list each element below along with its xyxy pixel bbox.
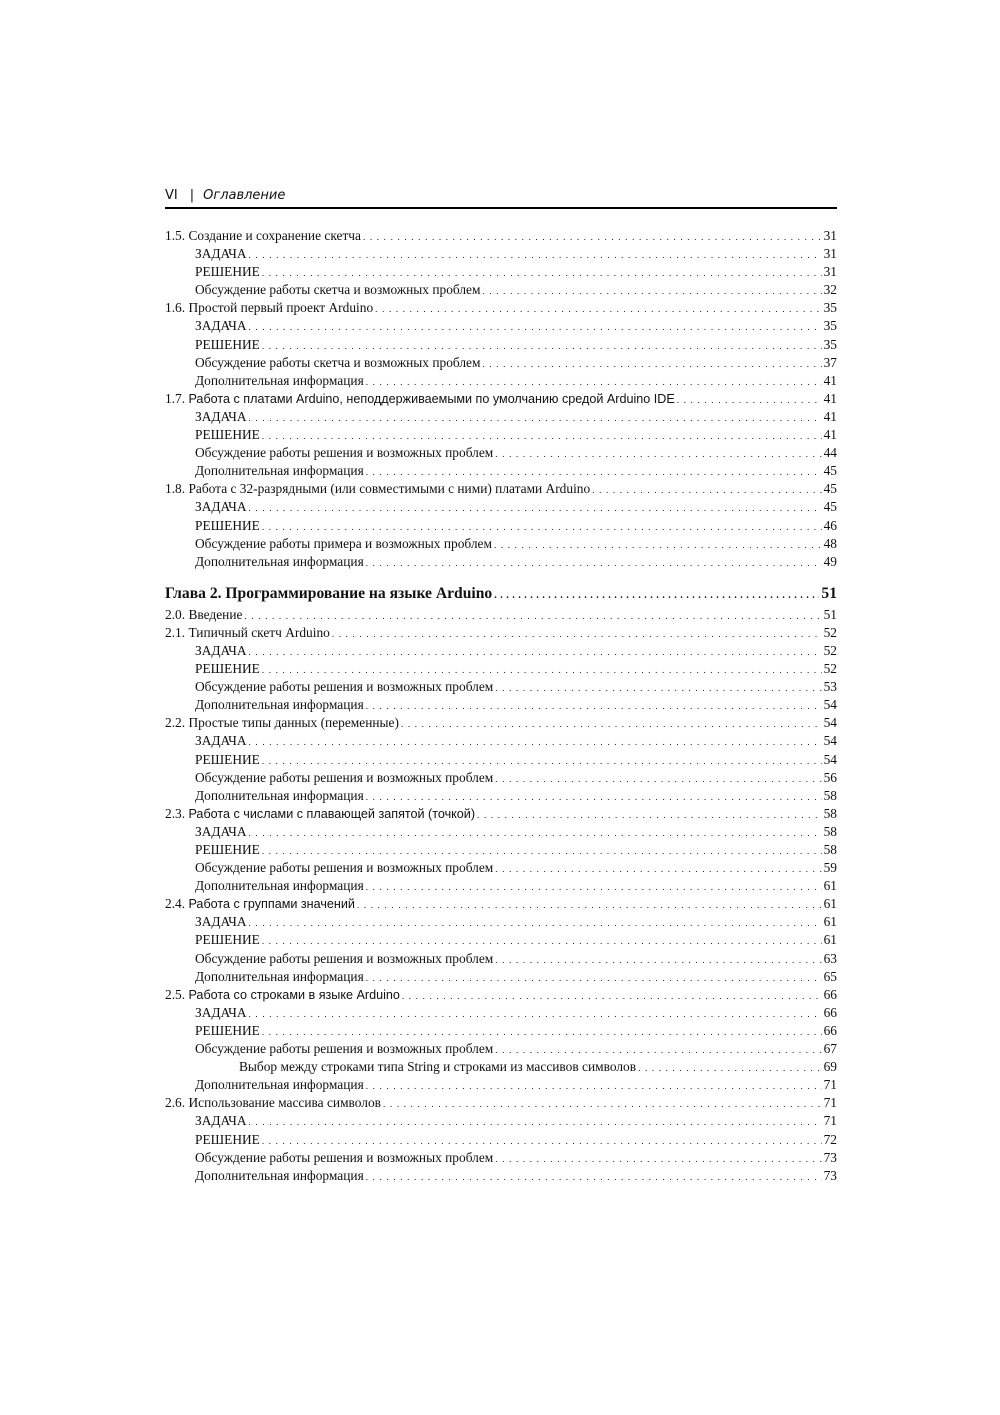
dot-leader <box>262 661 822 679</box>
toc-entry-page: 58 <box>823 787 837 803</box>
toc-subentry[interactable] <box>165 336 837 354</box>
dot-leader <box>495 1150 821 1168</box>
toc-section-1-8[interactable] <box>165 480 837 498</box>
toc-subentry[interactable] <box>165 517 837 535</box>
toc-entry-page: 63 <box>823 950 837 966</box>
toc-entry-title: ЗАДАЧА <box>195 318 247 334</box>
toc-entry-title: Работа со строками в языке Arduino <box>188 987 400 1002</box>
toc-entry-title: РЕШЕНИЕ <box>195 336 260 352</box>
toc-subentry[interactable] <box>165 263 837 281</box>
toc-section-1-5[interactable] <box>165 227 837 245</box>
toc-entry-page: 52 <box>823 661 837 677</box>
toc-entry-page: 45 <box>823 481 837 497</box>
dot-leader <box>262 752 822 770</box>
dot-leader <box>402 987 822 1005</box>
dot-leader <box>495 679 821 697</box>
toc-entry-title: Обсуждение работы решения и возможных проблем <box>195 679 494 695</box>
dot-leader <box>366 878 822 896</box>
dot-leader <box>262 932 822 950</box>
toc-subentry[interactable] <box>165 535 837 553</box>
toc-entry-title: Работа с платами Arduino, неподдерживаемыми по умолчанию средой Arduino IDE <box>188 391 675 406</box>
toc-entry-title: Дополнительная информация <box>195 1167 364 1183</box>
toc-entry-page: 46 <box>823 517 837 533</box>
dot-leader <box>249 824 822 842</box>
toc-entry-title: Простой первый проект Arduino <box>188 300 374 316</box>
toc-entry-title: РЕШЕНИЕ <box>195 751 260 767</box>
toc-entry-page: 31 <box>823 228 837 243</box>
dot-leader <box>366 373 822 391</box>
toc-entry-title: ЗАДАЧА <box>195 408 247 424</box>
toc-section-2-0[interactable] <box>165 606 837 624</box>
toc-entry-page: 61 <box>823 896 837 912</box>
toc-subentry[interactable] <box>165 354 837 372</box>
toc-subentry[interactable] <box>165 877 837 895</box>
toc-entry-title: Обсуждение работы решения и возможных проблем <box>195 1041 494 1057</box>
toc-subentry[interactable] <box>165 408 837 426</box>
toc-subentry[interactable] <box>165 245 837 263</box>
dot-leader <box>262 842 822 860</box>
toc-section-2-4[interactable] <box>165 895 837 913</box>
dot-leader <box>366 1168 822 1186</box>
toc-subentry[interactable] <box>165 498 837 516</box>
toc-section-2-1[interactable] <box>165 624 837 642</box>
dot-leader <box>244 607 821 625</box>
dot-leader <box>477 806 822 824</box>
toc-entry-title: Обсуждение работы скетча и возможных проблем <box>195 354 481 370</box>
toc-entry-page: 44 <box>823 445 837 461</box>
toc-chapter-title: Глава 2. Программирование на языке Arduino <box>165 584 493 602</box>
toc-section-2-6[interactable] <box>165 1094 837 1112</box>
dot-leader <box>249 1113 822 1131</box>
toc-entry-page: 71 <box>823 1077 837 1093</box>
toc-entry-page: 51 <box>823 606 837 622</box>
dot-leader <box>494 536 822 554</box>
toc-subentry[interactable] <box>165 1167 837 1185</box>
toc-entry-number: 2.1. <box>165 624 186 640</box>
toc-subentry[interactable] <box>165 913 837 931</box>
toc-entry-title: ЗАДАЧА <box>195 823 247 839</box>
toc-entry-title: РЕШЕНИЕ <box>195 1131 260 1147</box>
toc-subentry[interactable] <box>165 426 837 444</box>
dot-leader <box>332 625 822 643</box>
toc-subentry[interactable] <box>165 859 837 877</box>
toc-subentry[interactable] <box>165 841 837 859</box>
toc-entry-page: 52 <box>823 624 837 640</box>
toc-entry-title: Дополнительная информация <box>195 968 364 984</box>
dot-leader <box>366 554 822 572</box>
dot-leader <box>495 445 821 463</box>
toc-entry-page: 58 <box>823 823 837 839</box>
toc-subentry[interactable] <box>165 553 837 571</box>
dot-leader <box>262 1132 822 1150</box>
toc-entry-number: 2.0. <box>165 606 186 622</box>
toc-entry-page: 61 <box>823 932 837 948</box>
header-title: Оглавление <box>203 188 286 203</box>
dot-leader <box>366 969 822 987</box>
toc-entry-page: 45 <box>823 499 837 515</box>
toc-entry-page: 37 <box>823 354 837 370</box>
toc-entry-page: 52 <box>823 642 837 658</box>
toc-entry-title: Работа с числами с плавающей запятой (точкой) <box>188 806 476 821</box>
toc-entry-page: 67 <box>823 1041 837 1057</box>
dot-leader <box>495 860 821 878</box>
toc-entry-title: ЗАДАЧА <box>195 914 247 930</box>
dot-leader <box>357 896 822 914</box>
toc-entry-title: Работа с группами значений <box>188 897 355 912</box>
toc-subentry[interactable] <box>165 281 837 299</box>
toc-entry-page: 35 <box>823 336 837 352</box>
toc-entry-page: 66 <box>823 1004 837 1020</box>
toc-subentry[interactable] <box>165 462 837 480</box>
dot-leader <box>262 264 822 282</box>
toc-entry-page: 71 <box>823 1095 837 1111</box>
toc-subentry[interactable] <box>165 1112 837 1130</box>
toc-entry-page: 53 <box>823 679 837 695</box>
toc-entry-number: 2.2. <box>165 715 186 731</box>
toc-subentry[interactable] <box>165 1131 837 1149</box>
toc-entry-title: РЕШЕНИЕ <box>195 932 260 948</box>
toc-entry-title: Обсуждение работы решения и возможных проблем <box>195 769 494 785</box>
toc-subentry[interactable] <box>165 751 837 769</box>
dot-leader <box>482 282 821 300</box>
toc-subentry[interactable] <box>165 732 837 750</box>
toc-entry-title: Использование массива символов <box>188 1095 382 1111</box>
toc-section-2-2[interactable] <box>165 714 837 732</box>
toc-entry-page: 41 <box>823 372 837 388</box>
toc-entry-title: РЕШЕНИЕ <box>195 842 260 857</box>
header-separator: | <box>189 188 195 203</box>
toc-subentry[interactable] <box>165 317 837 335</box>
toc-entry-title: ЗАДАЧА <box>195 499 247 515</box>
toc-entry-title: Простые типы данных (переменные) <box>188 715 399 731</box>
toc-entry-page: 31 <box>823 264 837 280</box>
toc-entry-page: 54 <box>823 697 837 713</box>
toc-entry-title: РЕШЕНИЕ <box>195 517 260 533</box>
toc-entry-number: 1.7. <box>165 390 186 406</box>
dot-leader <box>249 914 822 932</box>
toc-entry-page: 66 <box>823 1022 837 1038</box>
toc-entry-title: Дополнительная информация <box>195 787 364 803</box>
dot-leader <box>592 481 821 499</box>
dot-leader <box>677 391 822 409</box>
toc-entry-page: 54 <box>823 733 837 749</box>
toc-entry-title: Дополнительная информация <box>195 372 364 388</box>
toc-entry-page: 48 <box>823 535 837 551</box>
toc-entry-title: РЕШЕНИЕ <box>195 264 260 280</box>
dot-leader <box>366 463 822 481</box>
dot-leader <box>262 518 822 536</box>
toc-entry-page: 32 <box>823 282 837 298</box>
toc-entry-page: 45 <box>823 463 837 479</box>
toc-entry-page: 61 <box>823 878 837 894</box>
toc-entry-number: 1.8. <box>165 481 186 497</box>
toc-entry-title: Обсуждение работы решения и возможных проблем <box>195 860 494 876</box>
toc-subentry[interactable] <box>165 769 837 787</box>
toc-entry-page: 59 <box>823 860 837 876</box>
toc-entry-page: 73 <box>823 1149 837 1165</box>
dot-leader <box>249 499 822 517</box>
toc-entry-page: 54 <box>823 751 837 767</box>
dot-leader <box>383 1095 822 1113</box>
toc-subentry[interactable] <box>165 787 837 805</box>
toc-entry-page: 31 <box>823 246 837 262</box>
toc-entry-page: 41 <box>823 408 837 424</box>
dot-leader <box>249 1005 822 1023</box>
toc-entry-title: Обсуждение работы решения и возможных проблем <box>195 445 494 461</box>
toc-subentry[interactable] <box>165 678 837 696</box>
toc-chapter-page: 51 <box>821 584 837 602</box>
toc-entry-number: 1.6. <box>165 300 186 316</box>
dot-leader <box>363 228 822 246</box>
toc-entry-number: 1.5. <box>165 228 186 243</box>
toc-section-2-3[interactable] <box>165 805 837 823</box>
toc-entry-title: Работа с 32-разрядными (или совместимыми с ними) платами Arduino <box>188 481 591 497</box>
toc-subentry[interactable] <box>165 1149 837 1167</box>
toc-entry-title: РЕШЕНИЕ <box>195 1022 260 1038</box>
toc-subentry[interactable] <box>165 823 837 841</box>
dot-leader <box>495 951 821 969</box>
dot-leader <box>249 409 822 427</box>
toc-section-1-7[interactable] <box>165 390 837 408</box>
toc-entry-title: Обсуждение работы решения и возможных проблем <box>195 1149 494 1165</box>
toc-entry-title: ЗАДАЧА <box>195 642 247 658</box>
toc-entry-title: ЗАДАЧА <box>195 1004 247 1020</box>
toc-entry-number: 2.5. <box>165 986 186 1002</box>
toc-section-1-6[interactable] <box>165 299 837 317</box>
toc-section-2-5[interactable] <box>165 986 837 1004</box>
toc-subentry[interactable] <box>165 1040 837 1058</box>
toc-entry-page: 35 <box>823 300 837 316</box>
toc-entry-title: Обсуждение работы скетча и возможных проблем <box>195 282 481 298</box>
toc-entry-title: Дополнительная информация <box>195 463 364 479</box>
table-of-contents <box>165 227 837 1185</box>
dot-leader <box>638 1059 822 1077</box>
toc-entry-title: ЗАДАЧА <box>195 1113 247 1129</box>
toc-entry-number: 2.4. <box>165 896 186 912</box>
toc-subentry[interactable] <box>165 372 837 390</box>
toc-entry-title: Дополнительная информация <box>195 878 364 894</box>
header-page-number: VI <box>165 188 178 203</box>
toc-entry-title: РЕШЕНИЕ <box>195 427 260 443</box>
toc-entry-page: 72 <box>823 1131 837 1147</box>
toc-entry-page: 66 <box>823 986 837 1002</box>
toc-chapter-2[interactable] <box>165 582 837 606</box>
dot-leader <box>366 788 822 806</box>
toc-entry-page: 58 <box>823 805 837 821</box>
toc-subentry[interactable] <box>165 444 837 462</box>
dot-leader <box>249 733 822 751</box>
toc-subsubentry[interactable] <box>165 1058 837 1076</box>
dot-leader <box>262 427 822 445</box>
toc-entry-page: 41 <box>823 427 837 443</box>
toc-entry-number: 2.3. <box>165 805 186 821</box>
toc-entry-title: Дополнительная информация <box>195 697 364 713</box>
toc-entry-title: Типичный скетч Arduino <box>188 624 330 640</box>
toc-subentry[interactable] <box>165 931 837 949</box>
dot-leader <box>249 318 822 336</box>
toc-entry-page: 56 <box>823 769 837 785</box>
dot-leader <box>366 697 822 715</box>
toc-entry-title: РЕШЕНИЕ <box>195 661 260 677</box>
dot-leader <box>249 246 822 264</box>
toc-subentry[interactable] <box>165 660 837 678</box>
toc-entry-title: Дополнительная информация <box>195 553 364 569</box>
dot-leader <box>249 643 822 661</box>
toc-entry-title: Введение <box>188 606 243 622</box>
toc-entry-page: 54 <box>823 715 837 731</box>
toc-subentry[interactable] <box>165 642 837 660</box>
toc-entry-page: 35 <box>823 318 837 334</box>
dot-leader <box>375 300 821 318</box>
dot-leader <box>495 770 821 788</box>
toc-subentry[interactable] <box>165 1004 837 1022</box>
toc-subentry[interactable] <box>165 696 837 714</box>
toc-subentry[interactable] <box>165 950 837 968</box>
toc-subentry[interactable] <box>165 968 837 986</box>
toc-entry-page: 49 <box>823 553 837 569</box>
toc-entry-title: Обсуждение работы решения и возможных проблем <box>195 950 494 966</box>
running-header <box>165 188 837 209</box>
dot-leader <box>482 355 821 373</box>
dot-leader <box>262 337 822 355</box>
toc-entry-page: 58 <box>823 842 837 857</box>
toc-entry-page: 41 <box>823 390 837 406</box>
toc-entry-title: Создание и сохранение скетча <box>188 228 361 243</box>
toc-entry-number: 2.6. <box>165 1095 186 1111</box>
toc-entry-page: 69 <box>823 1059 837 1075</box>
toc-entry-page: 61 <box>823 914 837 930</box>
toc-entry-title: Обсуждение работы примера и возможных проблем <box>195 535 492 551</box>
toc-subentry[interactable] <box>165 1076 837 1094</box>
dot-leader <box>495 1041 821 1059</box>
toc-entry-title: Выбор между строками типа String и строками из массивов символов <box>239 1059 637 1075</box>
toc-entry-title: Дополнительная информация <box>195 1077 364 1093</box>
dot-leader <box>366 1077 822 1095</box>
toc-entry-page: 73 <box>823 1167 837 1183</box>
toc-subentry[interactable] <box>165 1022 837 1040</box>
dot-leader <box>401 715 822 733</box>
toc-entry-page: 65 <box>823 968 837 984</box>
toc-entry-page: 71 <box>823 1113 837 1129</box>
dot-leader <box>262 1023 822 1041</box>
dot-leader <box>494 584 819 608</box>
toc-entry-title: ЗАДАЧА <box>195 733 247 749</box>
toc-entry-title: ЗАДАЧА <box>195 246 247 262</box>
